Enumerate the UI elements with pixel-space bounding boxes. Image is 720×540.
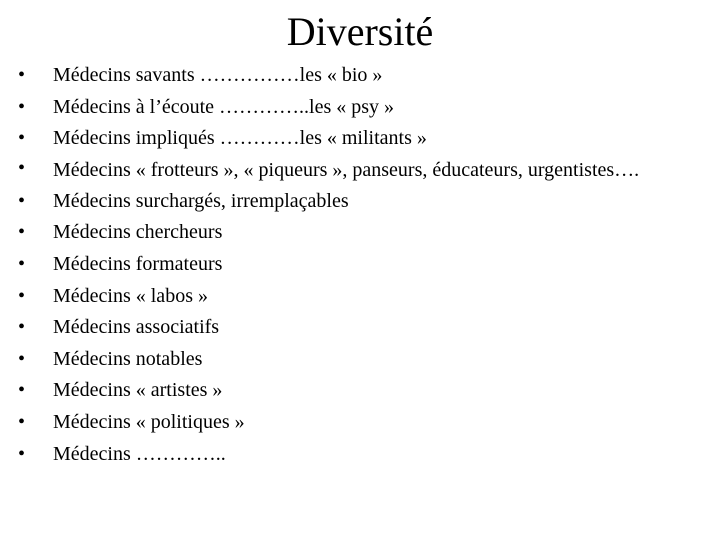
bullet-icon: • (18, 316, 26, 339)
bullet-text: Médecins ………….. (53, 442, 226, 465)
bullet-text: Médecins « politiques » (53, 410, 245, 433)
bullet-icon: • (18, 189, 26, 212)
bullet-text: Médecins formateurs (53, 252, 223, 275)
bullet-item-2 (18, 92, 708, 124)
bullet-text: Médecins associatifs (53, 316, 220, 339)
bullet-list (18, 60, 708, 470)
bullet-icon: • (18, 442, 26, 465)
bullet-item-11 (18, 375, 708, 407)
bullet-item-4 (18, 155, 708, 186)
bullet-item-8 (18, 281, 708, 313)
bullet-icon: • (18, 252, 26, 275)
bullet-item-13 (18, 439, 708, 471)
bullet-text: Médecins « labos » (53, 284, 208, 307)
bullet-item-9 (18, 312, 708, 344)
bullet-text: Médecins chercheurs (53, 221, 223, 244)
bullet-item-12 (18, 407, 708, 439)
bullet-text: Médecins à l’écoute …………..les « psy » (53, 95, 395, 118)
bullet-item-10 (18, 344, 708, 376)
bullet-icon: • (18, 347, 26, 370)
bullet-item-3 (18, 123, 708, 155)
bullet-icon: • (18, 95, 26, 118)
bullet-text: Médecins savants ……………les « bio » (53, 64, 383, 86)
bullet-item-1 (18, 60, 708, 92)
slide-title (0, 8, 720, 56)
bullet-item-6 (18, 217, 708, 249)
bullet-icon: • (18, 221, 26, 244)
bullet-icon: • (18, 410, 26, 433)
bullet-icon: • (18, 379, 26, 402)
bullet-item-7 (18, 249, 708, 281)
bullet-item-5 (18, 186, 708, 218)
slide-title-text: Diversité (286, 9, 434, 54)
bullet-icon: • (18, 64, 26, 86)
bullet-text: Médecins « frotteurs », « piqueurs », panseurs, éducateurs, urgentistes…. (53, 158, 640, 181)
bullet-text: Médecins surchargés, irremplaçables (53, 189, 349, 212)
bullet-icon: • (18, 284, 26, 307)
bullet-text: Médecins impliqués …………les « militants » (53, 127, 427, 150)
bullet-icon: • (18, 127, 26, 150)
bullet-text: Médecins notables (53, 347, 203, 370)
bullet-text: Médecins « artistes » (53, 379, 223, 402)
bullet-icon: • (18, 156, 26, 179)
